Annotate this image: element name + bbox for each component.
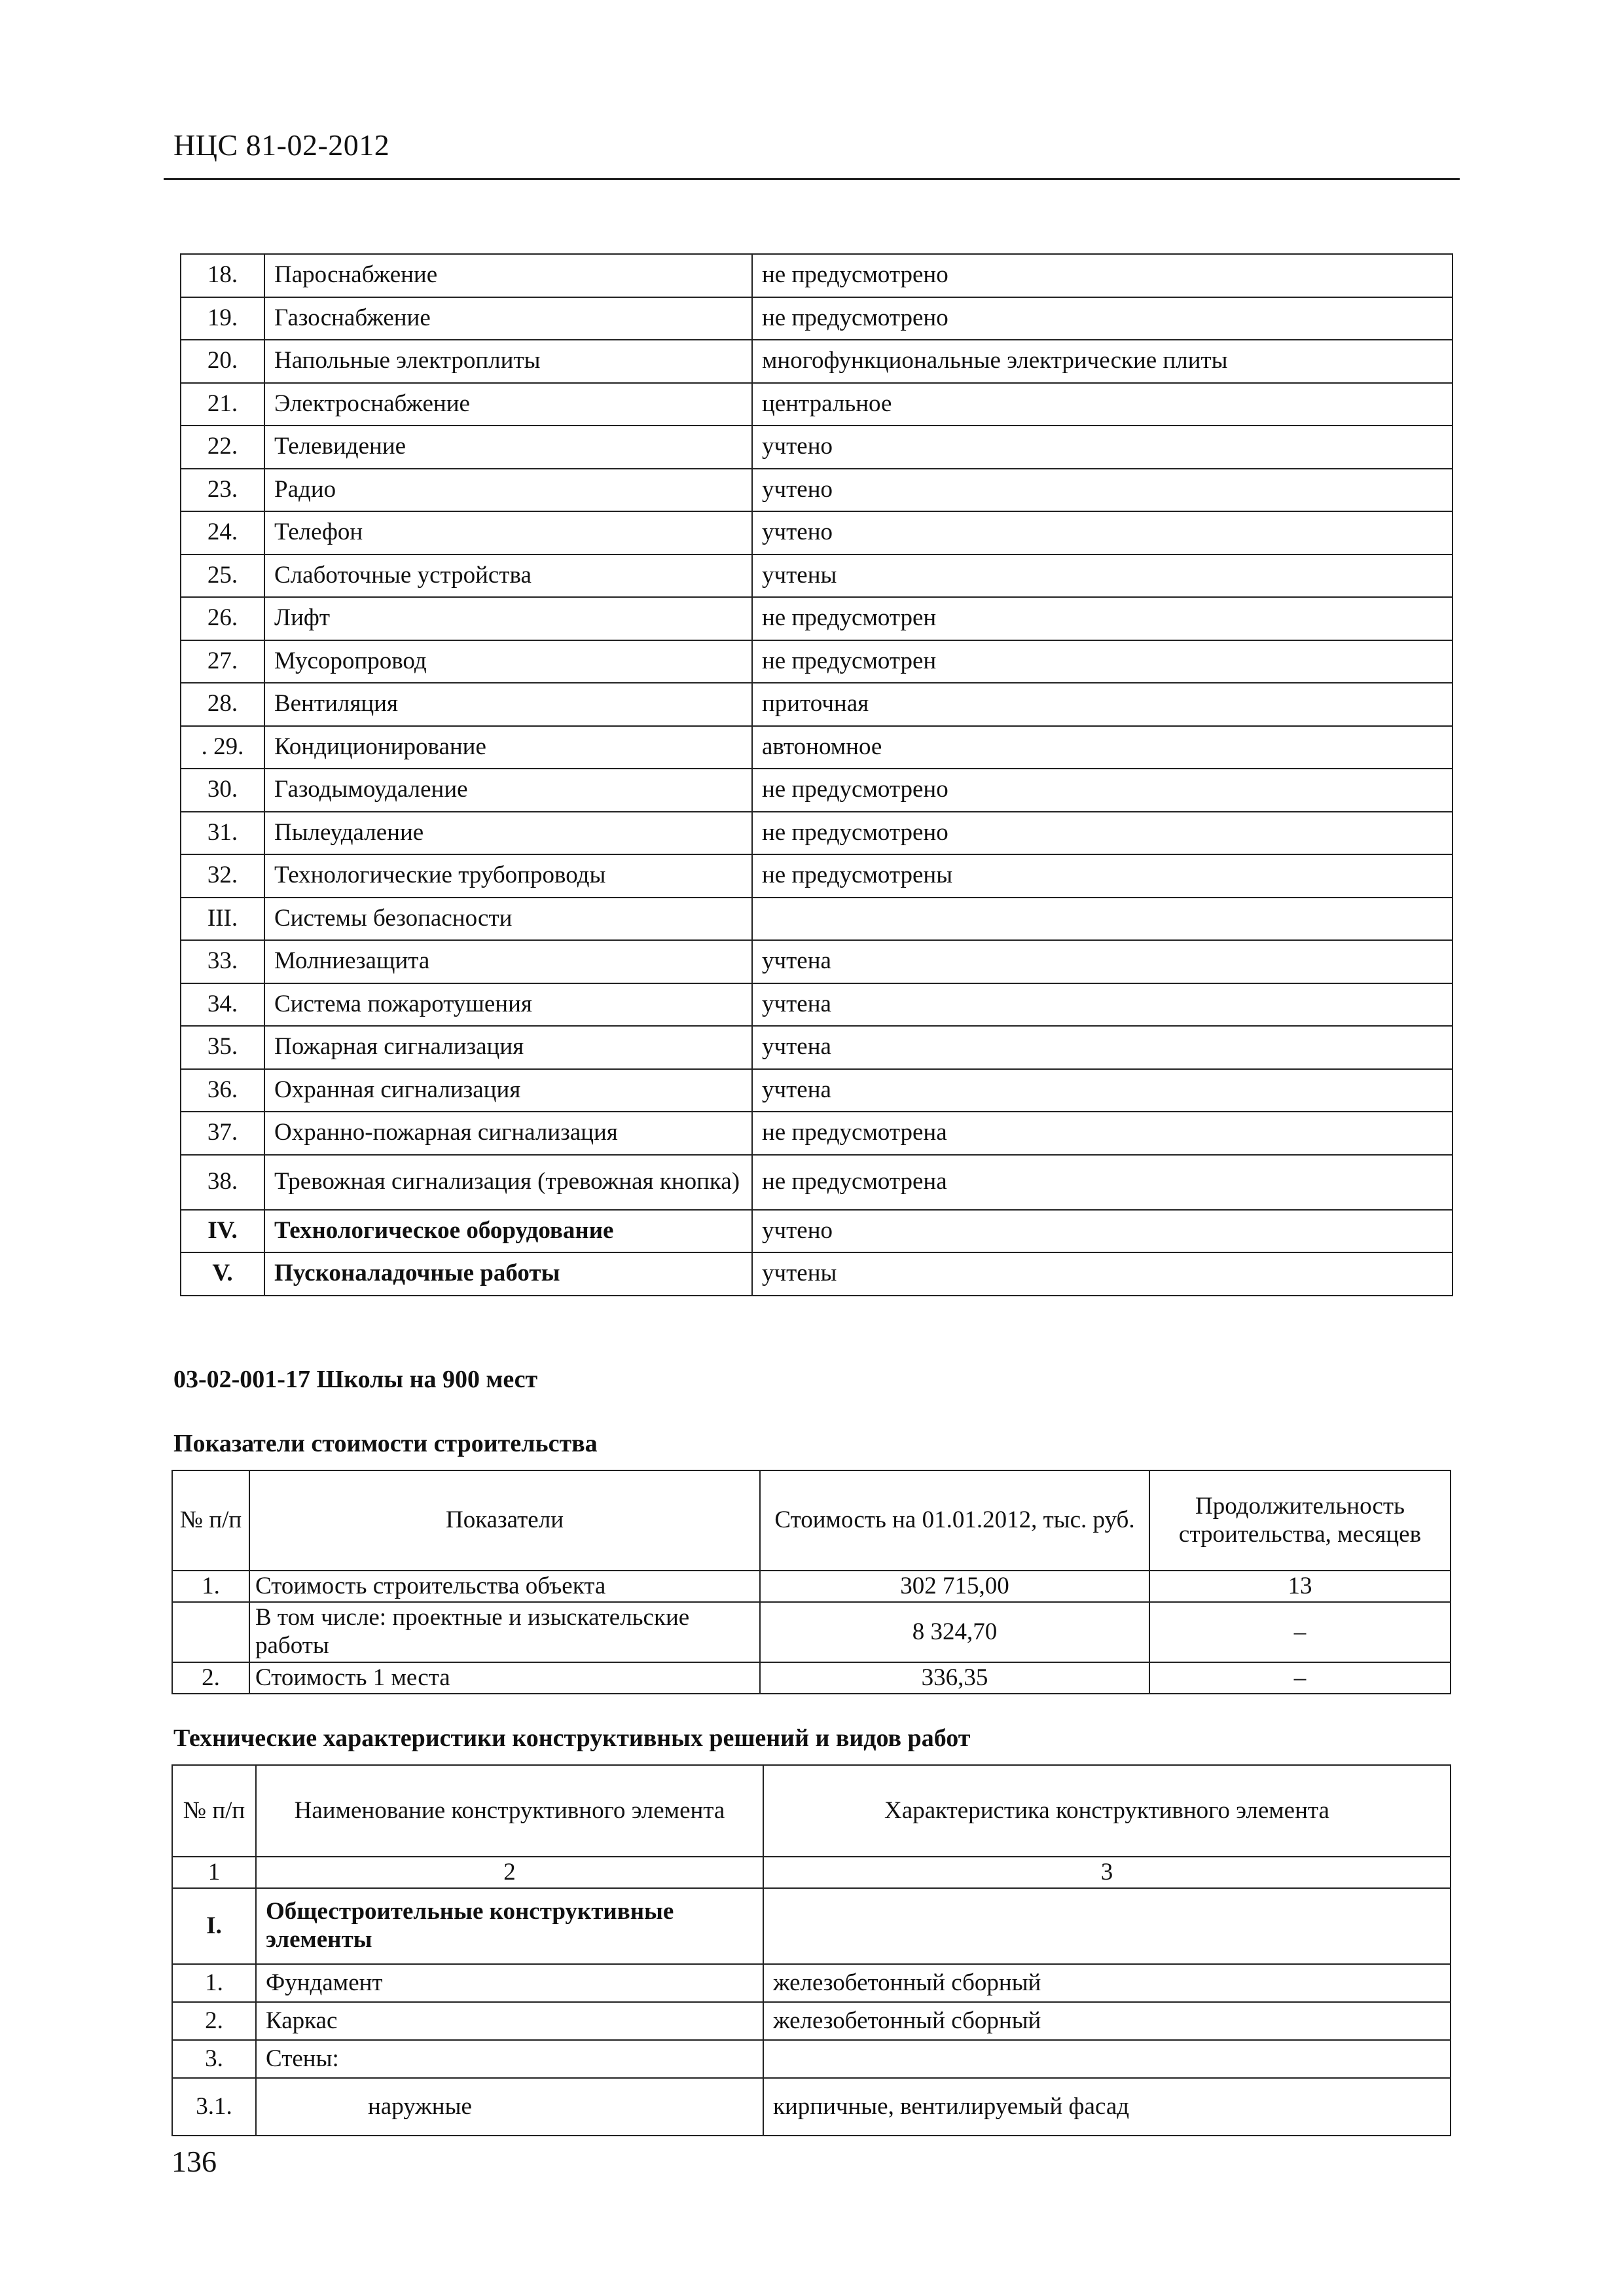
row-value: учтена [752,983,1453,1027]
table-row [172,2040,1451,2078]
row-value: учтено [752,469,1453,512]
table-row [181,297,1453,340]
row-value: учтено [752,1210,1453,1253]
table-row [172,1964,1451,2002]
row-value: учтено [752,426,1453,469]
row-value [752,898,1453,941]
row-number: 23. [181,469,264,512]
row-number: 1. [172,1571,249,1602]
row-name: Лифт [264,597,752,640]
row-number: 22. [181,426,264,469]
row-name: Системы безопасности [264,898,752,941]
table-header-row [172,1470,1451,1571]
row-number: 36. [181,1069,264,1112]
table-row [172,1662,1451,1694]
row-duration: 13 [1149,1571,1451,1602]
table-row [172,1602,1451,1662]
column-index: 1 [172,1857,256,1888]
row-number: I. [172,1888,256,1964]
row-number: 19. [181,297,264,340]
col-header-number: № п/п [172,1765,256,1857]
section-title: 03-02-001-17 Школы на 900 мест [173,1366,538,1393]
table-row [181,898,1453,941]
table-row [181,597,1453,640]
row-number: 25. [181,555,264,598]
row-value: не предусмотрено [752,812,1453,855]
row-number: 20. [181,340,264,383]
row-name: Стоимость 1 места [249,1662,760,1694]
row-duration: – [1149,1662,1451,1694]
row-number: 26. [181,597,264,640]
table-row [181,383,1453,426]
table-row [181,555,1453,598]
column-index: 2 [256,1857,763,1888]
table-row [172,1571,1451,1602]
header-divider [164,178,1460,180]
table-row [181,1155,1453,1210]
table-row [181,640,1453,683]
row-value: приточная [752,683,1453,726]
row-name: Пароснабжение [264,254,752,297]
row-name: Молниезащита [264,940,752,983]
table-row [181,1112,1453,1155]
row-number: 27. [181,640,264,683]
row-name: Охранно-пожарная сигнализация [264,1112,752,1155]
row-value: железобетонный сборный [763,2002,1451,2040]
row-name: Каркас [256,2002,763,2040]
row-name: Охранная сигнализация [264,1069,752,1112]
row-value: не предусмотрено [752,254,1453,297]
table-row [181,1069,1453,1112]
row-name: Система пожаротушения [264,983,752,1027]
utilities-table [180,253,1453,1296]
row-number: 28. [181,683,264,726]
row-number: 18. [181,254,264,297]
row-value: учтены [752,1252,1453,1296]
construction-elements-table [171,1764,1451,2136]
row-name: Газоснабжение [264,297,752,340]
row-number: 31. [181,812,264,855]
col-header-cost: Стоимость на 01.01.2012, тыс. руб. [760,1470,1149,1571]
col-header-characteristic: Характеристика конструктивного элемента [763,1765,1451,1857]
row-number: V. [181,1252,264,1296]
table-row [172,2078,1451,2136]
document-header-title: НЦС 81-02-2012 [173,128,390,162]
row-value: учтена [752,1026,1453,1069]
row-name: Мусоропровод [264,640,752,683]
row-name: Напольные электроплиты [264,340,752,383]
row-name: Радио [264,469,752,512]
row-name: В том числе: проектные и изыскательские работы [249,1602,760,1662]
table-row [181,812,1453,855]
row-value: учтена [752,1069,1453,1112]
row-value: многофункциональные электрические плиты [752,340,1453,383]
table-row [181,769,1453,812]
row-value: автономное [752,726,1453,769]
row-name: Электроснабжение [264,383,752,426]
table-row [181,511,1453,555]
row-value [763,2040,1451,2078]
row-name: Телефон [264,511,752,555]
table-row [181,726,1453,769]
row-value: не предусмотрена [752,1155,1453,1210]
row-value: не предусмотрен [752,640,1453,683]
col-header-indicator: Показатели [249,1470,760,1571]
row-name: Вентиляция [264,683,752,726]
row-value: кирпичные, вентилируемый фасад [763,2078,1451,2136]
row-number: 38. [181,1155,264,1210]
table-row [181,1210,1453,1253]
row-number: 30. [181,769,264,812]
row-number: 37. [181,1112,264,1155]
table-row [172,1888,1451,1964]
row-number: 2. [172,1662,249,1694]
table-row [181,854,1453,898]
row-name: Тревожная сигнализация (тревожная кнопка) [264,1155,752,1210]
row-name: Слаботочные устройства [264,555,752,598]
row-number: IV. [181,1210,264,1253]
row-value: не предусмотрена [752,1112,1453,1155]
row-number: 2. [172,2002,256,2040]
table-row [181,1252,1453,1296]
row-value: учтено [752,511,1453,555]
row-number: 1. [172,1964,256,2002]
col-header-duration: Продолжительность строительства, месяцев [1149,1470,1451,1571]
row-number: 3.1. [172,2078,256,2136]
row-value: железобетонный сборный [763,1964,1451,2002]
row-name: наружные [256,2078,763,2136]
table-row [181,340,1453,383]
table-row [181,254,1453,297]
table-row [181,469,1453,512]
row-value: не предусмотрен [752,597,1453,640]
row-name: Фундамент [256,1964,763,2002]
row-number [172,1602,249,1662]
col-header-number: № п/п [172,1470,249,1571]
table-row [172,2002,1451,2040]
table-row [181,1026,1453,1069]
col-header-element-name: Наименование конструктивного элемента [256,1765,763,1857]
row-number: 32. [181,854,264,898]
row-value: не предусмотрено [752,769,1453,812]
table-row [181,940,1453,983]
column-index-row [172,1857,1451,1888]
row-name: Газодымоудаление [264,769,752,812]
row-number: 33. [181,940,264,983]
table-row [181,683,1453,726]
row-name: Пылеудаление [264,812,752,855]
row-name: Пусконаладочные работы [264,1252,752,1296]
row-value [763,1888,1451,1964]
row-name: Общестроительные конструктивные элементы [256,1888,763,1964]
row-value: центральное [752,383,1453,426]
row-number: 35. [181,1026,264,1069]
row-number: 24. [181,511,264,555]
cost-heading: Показатели стоимости строительства [173,1430,598,1457]
row-number: 3. [172,2040,256,2078]
row-name: Телевидение [264,426,752,469]
row-value: не предусмотрено [752,297,1453,340]
table-row [181,983,1453,1027]
row-duration: – [1149,1602,1451,1662]
row-name: Стены: [256,2040,763,2078]
table-header-row [172,1765,1451,1857]
row-value: учтена [752,940,1453,983]
column-index: 3 [763,1857,1451,1888]
row-cost: 8 324,70 [760,1602,1149,1662]
row-name: Кондиционирование [264,726,752,769]
row-value: не предусмотрены [752,854,1453,898]
row-name: Пожарная сигнализация [264,1026,752,1069]
row-number: III. [181,898,264,941]
row-name: Стоимость строительства объекта [249,1571,760,1602]
table-row [181,426,1453,469]
cost-indicators-table [171,1470,1451,1694]
row-number: 34. [181,983,264,1027]
row-value: учтены [752,555,1453,598]
row-name: Технологическое оборудование [264,1210,752,1253]
row-number: 21. [181,383,264,426]
row-number: . 29. [181,726,264,769]
row-cost: 336,35 [760,1662,1149,1694]
tech-heading: Технические характеристики конструктивных решений и видов работ [173,1724,971,1752]
row-name: Технологические трубопроводы [264,854,752,898]
row-cost: 302 715,00 [760,1571,1149,1602]
page-number: 136 [171,2145,217,2178]
